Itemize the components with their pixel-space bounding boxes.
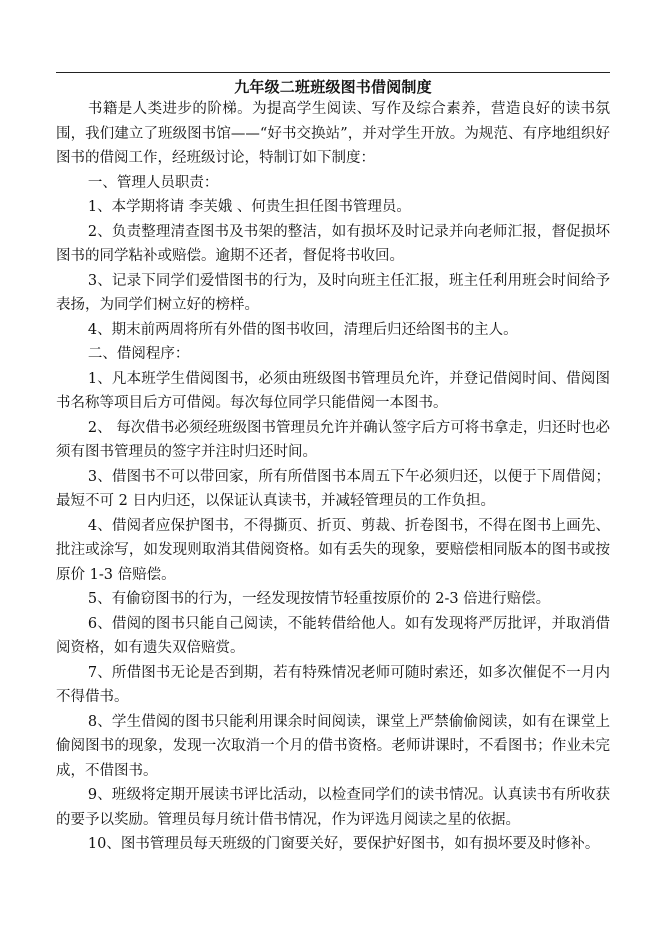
paragraph-rule-2: 2、 每次借书必须经班级图书管理员允许并确认签字后方可将书拿走，归还时也必须有图书管理员的签字并注时归还时间。 [56,419,610,460]
paragraph-duty-3: 3、记录下同学们爱惜图书的行为，及时向班主任汇报，班主任利用班会时间给予表扬，为同学们树立好的榜样。 [56,272,610,313]
paragraph-duty-2: 2、负责整理清查图书及书架的整洁，如有损坏及时记录并向老师汇报，督促损坏图书的同学粘补或赔偿。逾期不还者，督促将书收回。 [56,223,610,264]
header-rule [56,72,610,73]
paragraph-rule-4: 4、借阅者应保护图书，不得撕页、折页、剪裁、折卷图书，不得在图书上画先、批注或涂写，如发现则取消其借阅资格。如有丢失的现象，要赔偿相同版本的图书或按原价 1-3 倍赔偿。 [56,517,610,583]
paragraph-rule-1: 1、凡本班学生借阅图书，必须由班级图书管理员允许，并登记借阅时间、借阅图书名称等项目后方可借阅。每次每位同学只能借阅一本图书。 [56,370,610,411]
paragraph-rule-6: 6、借阅的图书只能自己阅读，不能转借给他人。如有发现将严厉批评，并取消借阅资格，如有遗失双倍赔赏。 [56,615,610,656]
paragraph-intro: 书籍是人类进步的阶梯。为提高学生阅读、写作及综合素养，营造良好的读书氛围，我们建立了班级图书馆——“好书交换站”，并对学生开放。为规范、有序地组织好图书的借阅工作，经班级讨论，特制订如下制度： [56,101,610,166]
paragraph-rule-3: 3、借图书不可以带回家，所有所借图书本周五下午必须归还，以便于下周借阅；最短不可 2 日内归还，以保证认真读书，并减轻管理员的工作负担。 [56,468,610,509]
paragraph-rule-8: 8、学生借阅的图书只能利用课余时间阅读，课堂上严禁偷偷阅读，如有在课堂上偷阅图书的现象，发现一次取消一个月的借书资格。老师讲课时，不看图书；作业未完成，不借图书。 [56,713,610,779]
paragraph-rule-7: 7、所借图书无论是否到期，若有特殊情况老师可随时索还，如多次催促不一月内不得借书。 [56,664,610,705]
section-heading-borrowing-procedure: 二、借阅程序： [87,346,190,362]
paragraph-rule-9: 9、班级将定期开展读书评比活动，以检查同学们的读书情况。认真读书有所收获的要予以奖励。管理员每月统计借书情况，作为评选月阅读之星的依据。 [56,787,610,828]
document-body [56,97,610,857]
paragraph-rule-10: 10、图书管理员每天班级的门窗要关好，要保护好图书，如有损坏要及时修补。 [87,836,600,852]
document-title: 九年级二班班级图书借阅制度 [234,78,432,96]
paragraph-duty-1: 1、本学期将请 李芙娥 、何贵生担任图书管理员。 [87,199,411,215]
section-heading-manager-duties: 一、管理人员职责： [87,174,219,191]
paragraph-rule-5: 5、有偷窃图书的行为，一经发现按情节轻重按原价的 2-3 倍进行赔偿。 [87,591,551,607]
paragraph-duty-4: 4、期末前两周将所有外借的图书收回，清理后归还给图书的主人。 [87,321,518,338]
